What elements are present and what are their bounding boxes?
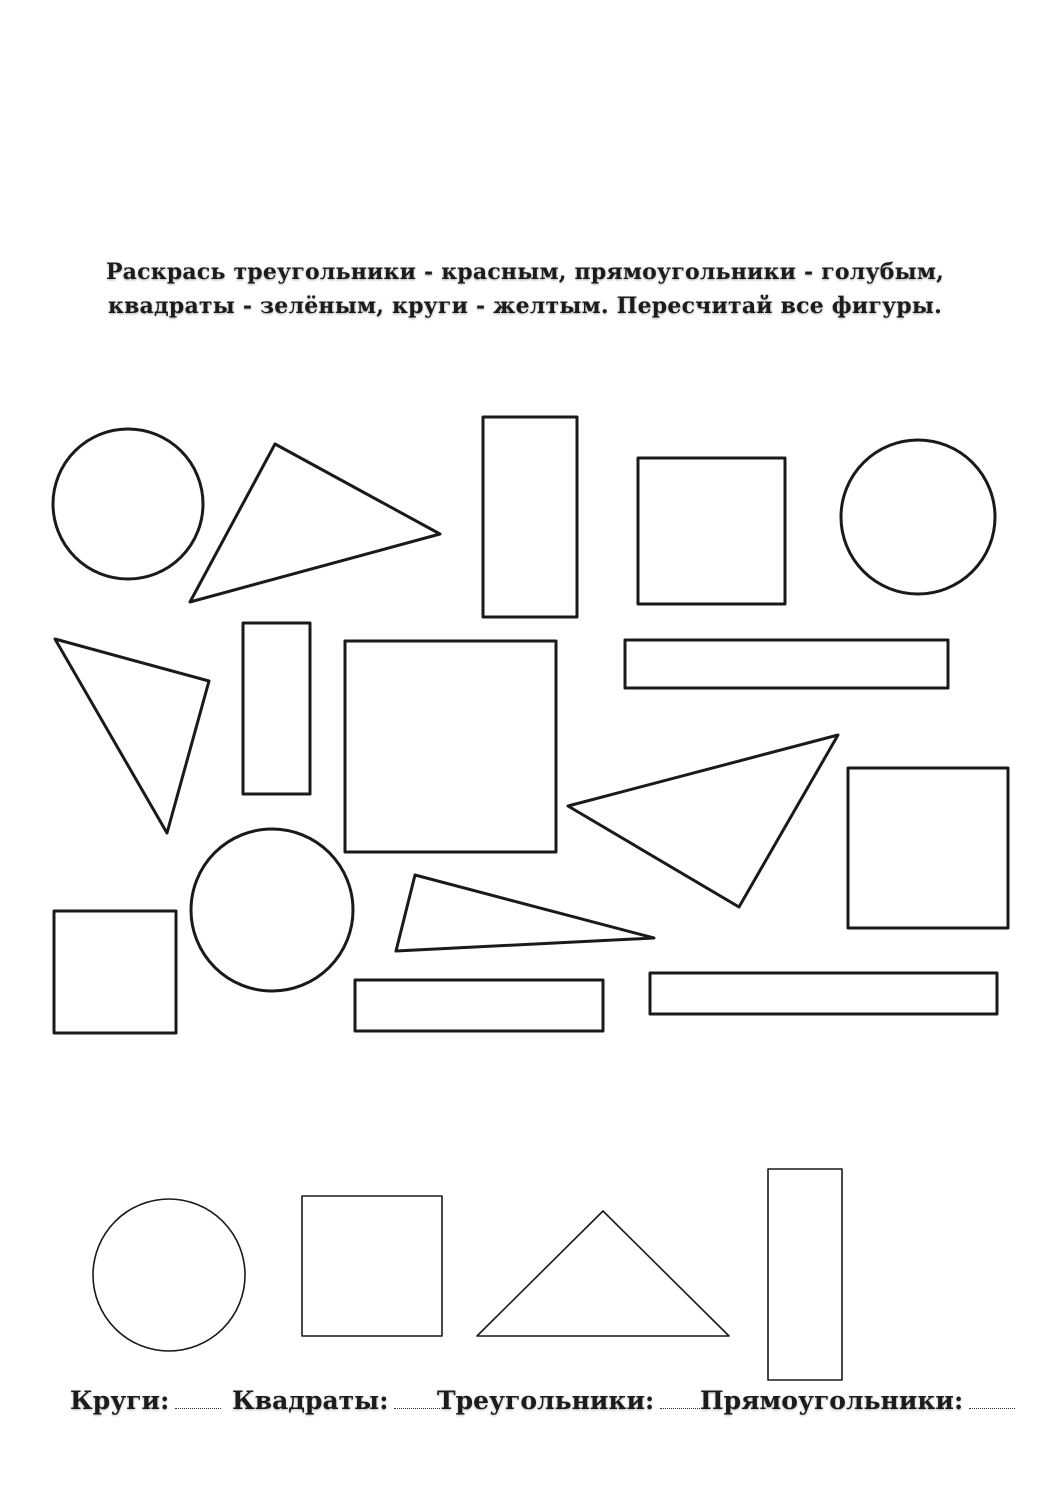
answer-rectangles — [700, 1386, 1015, 1415]
sample-rectangle — [768, 1169, 842, 1380]
answer-triangles-label: Треугольники: — [437, 1386, 655, 1415]
answer-rectangles-blank[interactable] — [969, 1388, 1015, 1409]
rectangle-shape — [650, 973, 997, 1014]
triangle-shape — [568, 735, 838, 907]
instructions-line-2: квадраты - зелёным, круги - желтым. Пересчитай все фигуры. — [107, 293, 943, 319]
square-shape — [54, 911, 176, 1033]
sample-square — [302, 1196, 442, 1336]
answer-circles-blank[interactable] — [175, 1388, 221, 1409]
answer-rectangles-label: Прямоугольники: — [700, 1386, 964, 1415]
answer-circles-label: Круги: — [70, 1386, 170, 1415]
circle-shape — [841, 440, 995, 594]
answer-triangles — [437, 1386, 706, 1415]
triangle-shape — [190, 444, 440, 602]
instructions-line-1: Раскрась треугольники - красным, прямоугольники - голубым, — [105, 259, 945, 285]
answer-squares — [232, 1386, 440, 1415]
rectangle-shape — [625, 640, 948, 688]
square-shape — [638, 458, 785, 604]
sample-circle — [93, 1199, 245, 1351]
answer-circles — [70, 1386, 221, 1415]
answer-squares-label: Квадраты: — [232, 1386, 389, 1415]
circle-shape — [191, 829, 353, 991]
rectangle-shape — [355, 980, 603, 1031]
triangle-shape — [55, 639, 209, 833]
square-shape — [848, 768, 1008, 928]
square-shape — [345, 641, 556, 852]
rectangle-shape — [243, 623, 310, 794]
triangle-shape — [396, 875, 654, 951]
sample-triangle — [477, 1211, 729, 1336]
rectangle-shape — [483, 417, 577, 617]
answer-squares-blank[interactable] — [394, 1388, 440, 1409]
circle-shape — [53, 429, 203, 579]
